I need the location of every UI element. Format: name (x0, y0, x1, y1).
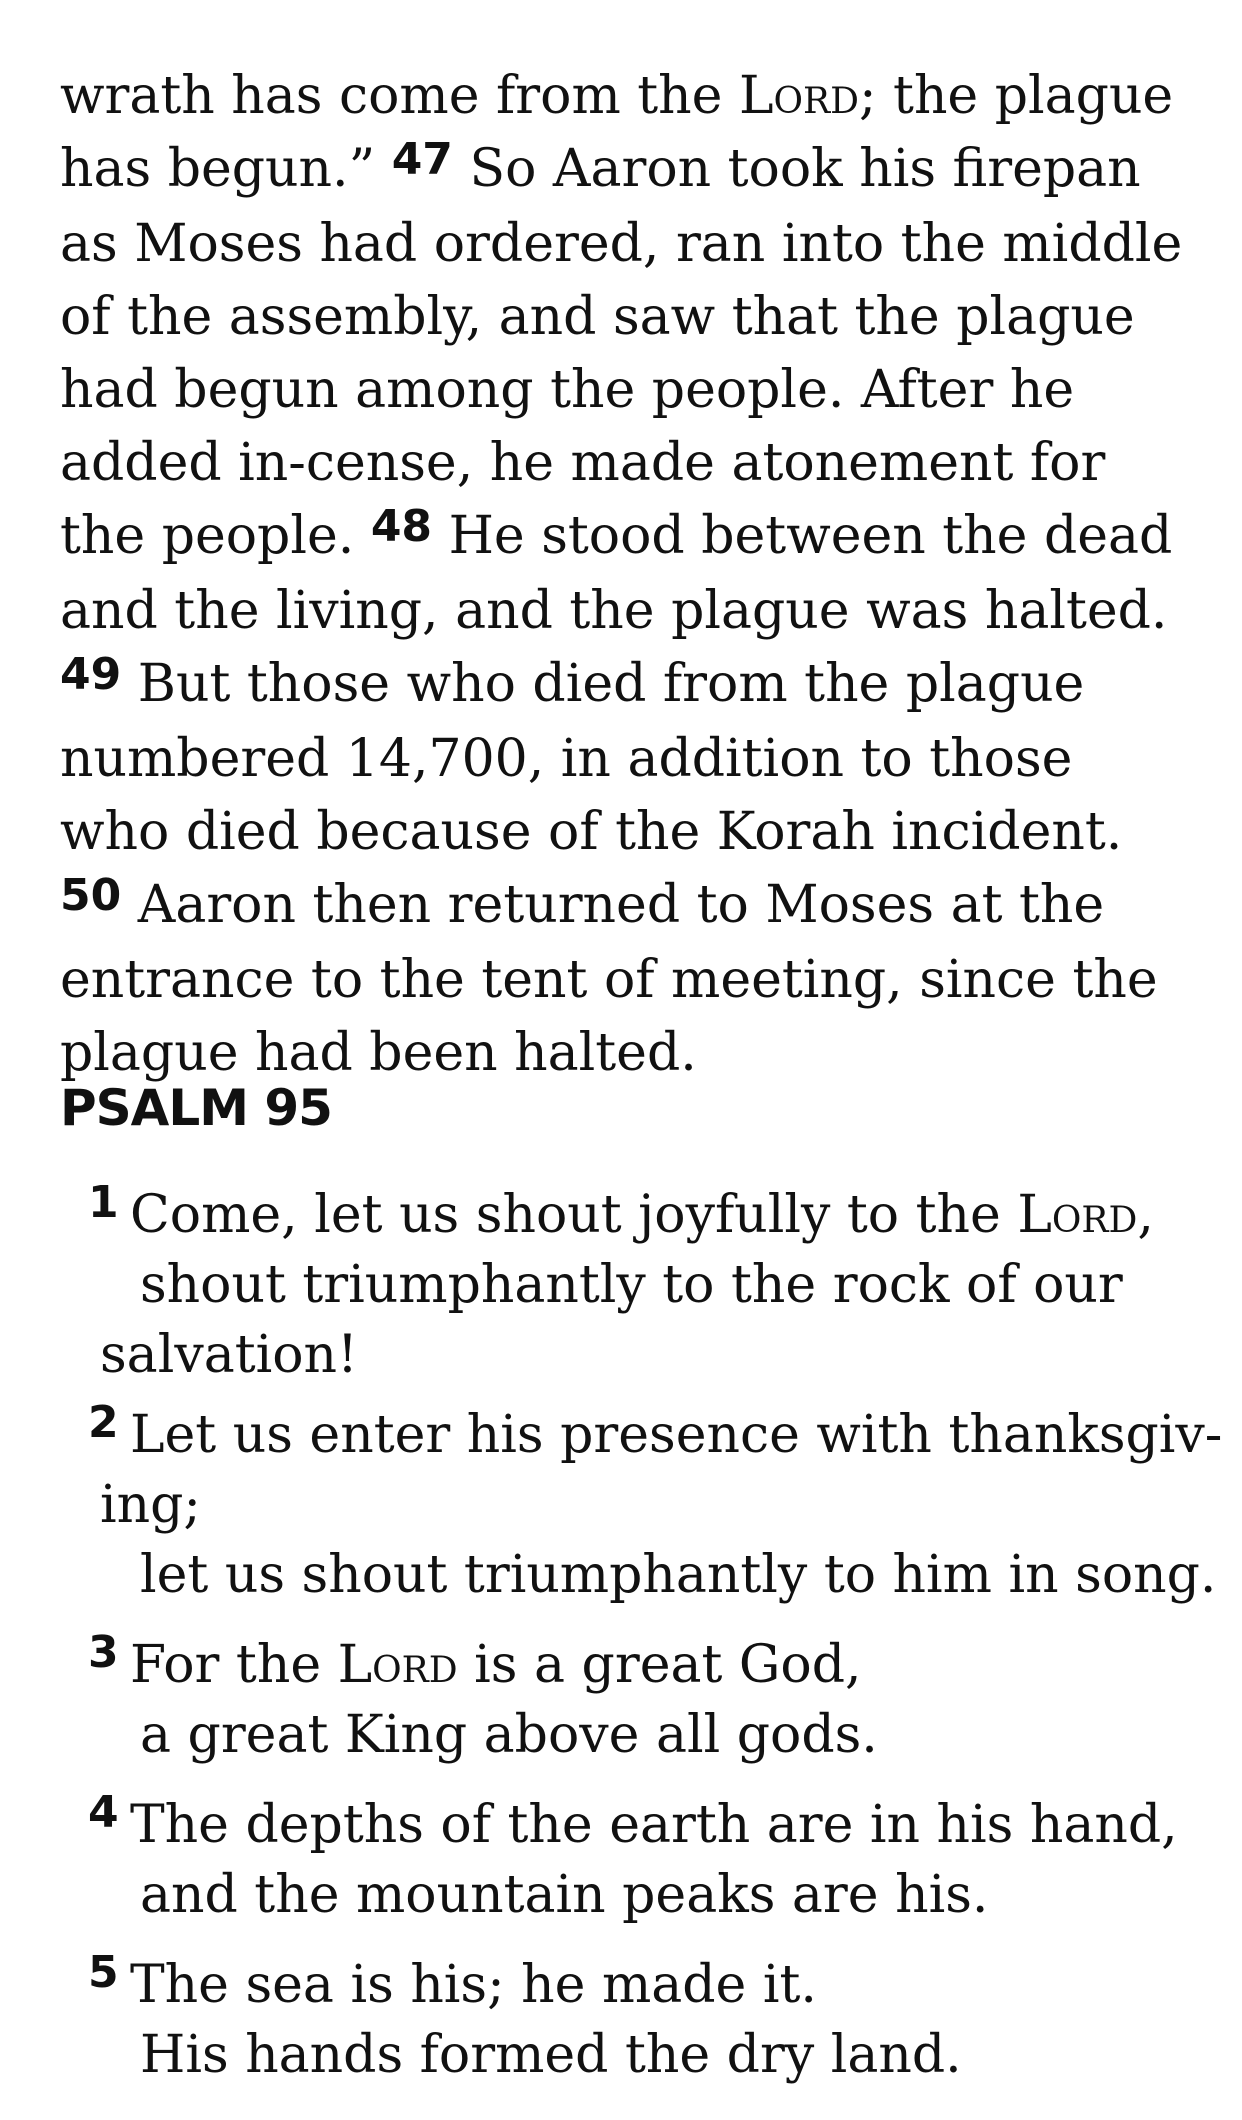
verse-number-3: 3 (88, 1627, 119, 1678)
verse-line: shout triumphantly to the rock of our (140, 1255, 1123, 1315)
prose-text: Aaron then returned to Moses at the entrance to the tent of meeting, since the plague had been halted. (60, 875, 1158, 1083)
psalm-title: PSALM 95 (60, 1079, 332, 1137)
verse-line (130, 1180, 1154, 1250)
verse-line: a great King above all gods. (140, 1705, 878, 1765)
verse-number-49: 49 (60, 649, 122, 700)
prose-text: ; the plague has begun.” (60, 66, 1174, 199)
verse-line: The depths of the earth are in his hand, (130, 1795, 1178, 1855)
verse-number-50: 50 (60, 870, 122, 921)
verse-line: and the mountain peaks are his. (140, 1865, 989, 1925)
verse-text: , (1137, 1185, 1154, 1245)
prose-passage (60, 60, 1190, 1090)
prose-text: He stood between the dead and the living, and the plague was halted. (60, 506, 1173, 641)
verse-line: His hands formed the dry land. (140, 2025, 962, 2085)
verse-line: ing; (100, 1475, 201, 1535)
lord-small-caps: Lord (1017, 1185, 1138, 1245)
verse-number-4: 4 (88, 1787, 119, 1838)
verse-text: Come, let us shout joyfully to the (130, 1185, 1018, 1245)
lord-small-caps: Lord (337, 1635, 458, 1695)
verse-number-5: 5 (88, 1947, 119, 1998)
prose-text: So Aaron took his firepan as Moses had ordered, ran into the middle of the assembly, and saw that the plague had begun among the people. After he added in-cense, he made atonement for the people. (60, 139, 1183, 566)
verse-number-48: 48 (370, 501, 433, 552)
verse-line: The sea is his; he made it. (130, 1955, 817, 2015)
verse-line (130, 1630, 862, 1700)
prose-text: But those who died from the plague numbered 14,700, in addition to those who died because of the Korah incident. (60, 654, 1123, 862)
verse-line: let us shout triumphantly to him in song. (140, 1545, 1217, 1605)
verse-line: salvation! (100, 1325, 358, 1385)
verse-number-47: 47 (391, 134, 453, 185)
verse-number-1: 1 (88, 1177, 119, 1228)
verse-text: is a great God, (457, 1635, 862, 1695)
prose-text: wrath has come from the (60, 66, 739, 126)
verse-number-2: 2 (88, 1397, 119, 1448)
lord-small-caps: Lord (738, 66, 859, 126)
verse-line: Let us enter his presence with thanksgiv- (130, 1405, 1223, 1465)
verse-text: For the (130, 1635, 338, 1695)
